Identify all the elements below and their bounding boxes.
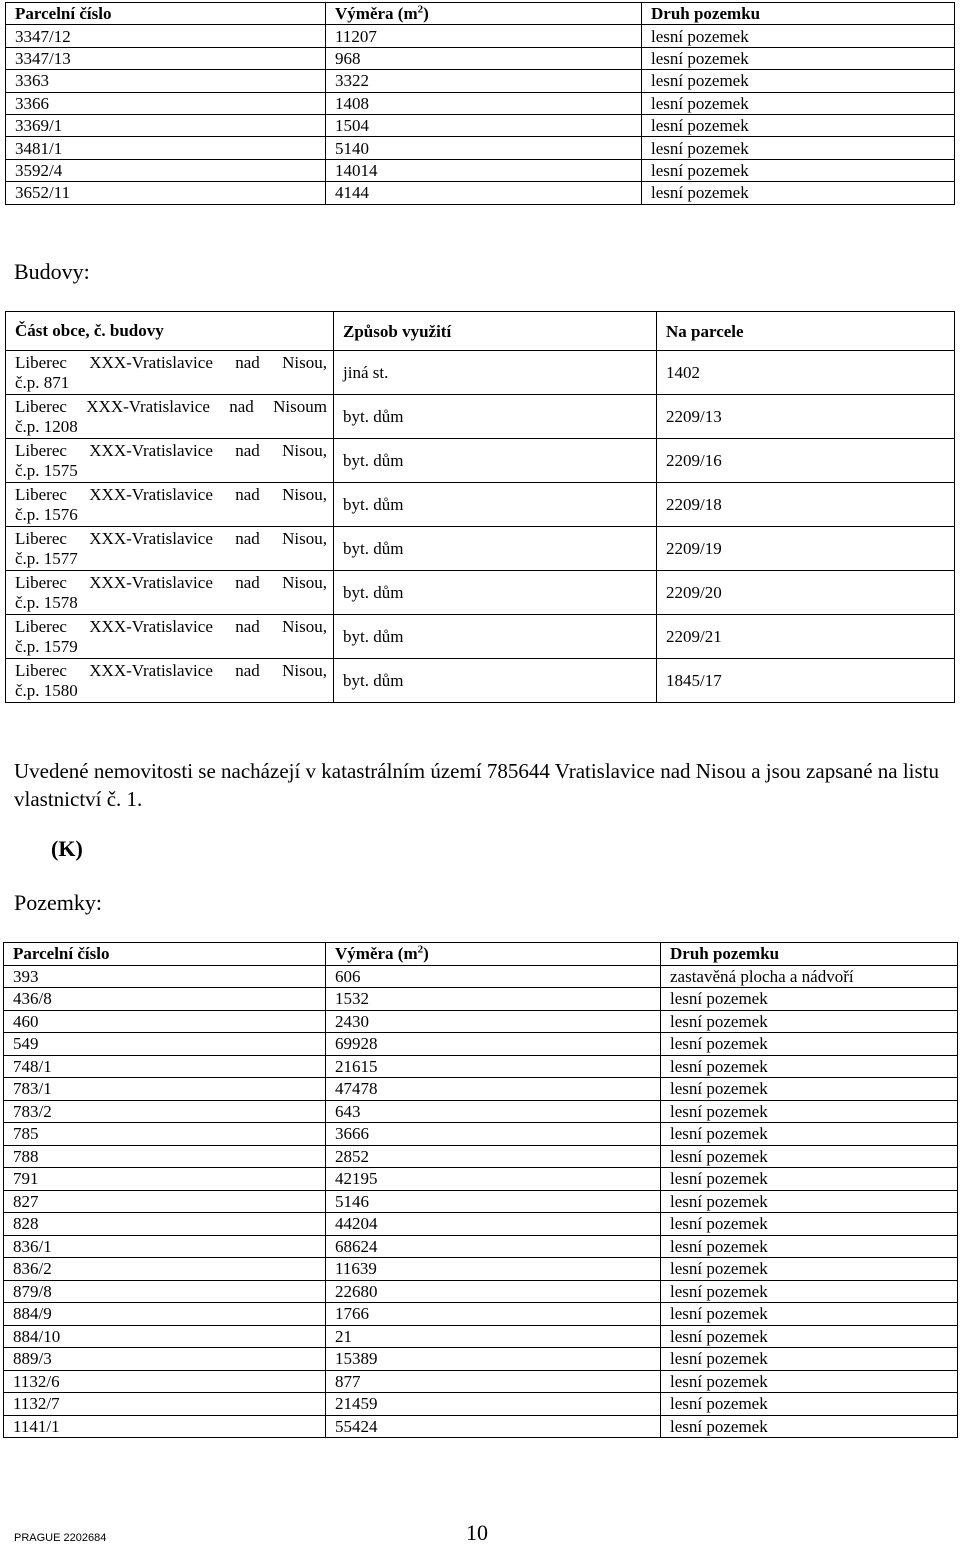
section-heading-buildings: Budovy:: [14, 259, 90, 284]
land-type-cell: lesní pozemek: [661, 1033, 958, 1056]
parcel-number-cell: 3592/4: [6, 159, 326, 181]
parcel-number-cell: 884/9: [4, 1303, 326, 1326]
land-type-cell: lesní pozemek: [661, 1213, 958, 1236]
table-row: [4, 1370, 958, 1393]
parcels-table-2: [3, 942, 958, 1438]
building-number: č.p. 1576: [15, 504, 78, 524]
on-parcel-cell: 2209/19: [657, 527, 955, 571]
document-id: PRAGUE 2202684: [14, 1532, 107, 1544]
land-type-cell: lesní pozemek: [661, 1010, 958, 1033]
land-type-cell: lesní pozemek: [642, 159, 955, 181]
land-type-cell: lesní pozemek: [661, 1168, 958, 1191]
building-location: Liberec XXX-Vratislavice nad Nisou,: [15, 484, 327, 504]
table-header-row: [6, 312, 955, 351]
table-row: [6, 137, 955, 159]
table-row: [4, 1168, 958, 1191]
land-type-cell: lesní pozemek: [661, 988, 958, 1011]
area-cell: 1766: [326, 1303, 661, 1326]
parcel-number-cell: 3366: [6, 92, 326, 114]
land-type-cell: lesní pozemek: [661, 1348, 958, 1371]
land-type-cell: lesní pozemek: [642, 114, 955, 136]
section-mark: (K): [51, 836, 83, 861]
table-row: [4, 1078, 958, 1101]
table-row: [6, 25, 955, 47]
area-cell: 15389: [326, 1348, 661, 1371]
col-header-parcel-number: Parcelní číslo: [6, 3, 326, 25]
parcels-table-1: [5, 2, 955, 205]
parcel-number-cell: 836/2: [4, 1258, 326, 1281]
land-type-cell: lesní pozemek: [661, 1145, 958, 1168]
building-cell: [6, 571, 334, 615]
usage-cell: jiná st.: [334, 351, 657, 395]
land-type-cell: lesní pozemek: [661, 1190, 958, 1213]
parcel-number-cell: 783/1: [4, 1078, 326, 1101]
building-cell: [6, 439, 334, 483]
parcel-number-cell: 1132/7: [4, 1393, 326, 1416]
area-cell: 21459: [326, 1393, 661, 1416]
table-row: [6, 659, 955, 703]
land-type-cell: lesní pozemek: [661, 1123, 958, 1146]
area-cell: 4144: [326, 182, 642, 204]
building-cell: [6, 395, 334, 439]
table-row: [6, 439, 955, 483]
table-row: [4, 988, 958, 1011]
building-location: Liberec XXX-Vratislavice nad Nisou,: [15, 660, 327, 680]
page-number: 10: [466, 1520, 488, 1545]
area-cell: 2852: [326, 1145, 661, 1168]
parcel-number-cell: 889/3: [4, 1348, 326, 1371]
on-parcel-cell: 1402: [657, 351, 955, 395]
table-row: [4, 1190, 958, 1213]
area-cell: 877: [326, 1370, 661, 1393]
table-row: [6, 92, 955, 114]
col-header-parcel-number: Parcelní číslo: [4, 943, 326, 966]
building-cell: [6, 527, 334, 571]
building-cell: [6, 615, 334, 659]
parcel-number-cell: 1141/1: [4, 1415, 326, 1438]
parcel-number-cell: 436/8: [4, 988, 326, 1011]
table-row: [4, 1033, 958, 1056]
table-row: [4, 1258, 958, 1281]
table-row: [4, 1325, 958, 1348]
usage-cell: byt. dům: [334, 483, 657, 527]
section-heading-land: Pozemky:: [14, 890, 102, 915]
on-parcel-cell: 2209/13: [657, 395, 955, 439]
parcel-number-cell: 3347/13: [6, 47, 326, 69]
parcel-number-cell: 3652/11: [6, 182, 326, 204]
area-cell: 3322: [326, 70, 642, 92]
land-type-cell: lesní pozemek: [642, 25, 955, 47]
land-type-cell: lesní pozemek: [661, 1280, 958, 1303]
table-row: [6, 351, 955, 395]
usage-cell: byt. dům: [334, 527, 657, 571]
building-cell: [6, 659, 334, 703]
table-row: [4, 1348, 958, 1371]
ownership-note: Uvedené nemovitosti se nacházejí v katastrálním území 785644 Vratislavice nad Nisou a jsou zapsané na listu vlastnictví č. 1.: [14, 759, 940, 811]
area-cell: 47478: [326, 1078, 661, 1101]
col-header-land-type: Druh pozemku: [642, 3, 955, 25]
building-location: Liberec XXX-Vratislavice nad Nisoum: [15, 396, 327, 416]
area-cell: 42195: [326, 1168, 661, 1191]
table-row: [6, 182, 955, 204]
building-location: Liberec XXX-Vratislavice nad Nisou,: [15, 616, 327, 636]
land-type-cell: lesní pozemek: [661, 1303, 958, 1326]
col-header-usage: Způsob využití: [334, 312, 657, 351]
land-type-cell: lesní pozemek: [661, 1415, 958, 1438]
table-row: [6, 70, 955, 92]
usage-cell: byt. dům: [334, 439, 657, 483]
land-type-cell: lesní pozemek: [661, 1235, 958, 1258]
parcel-number-cell: 791: [4, 1168, 326, 1191]
building-number: č.p. 1580: [15, 680, 78, 700]
table-row: [4, 1055, 958, 1078]
land-type-cell: lesní pozemek: [661, 1100, 958, 1123]
col-header-area: Výměra $(m^2)$: [326, 3, 642, 25]
building-location: Liberec XXX-Vratislavice nad Nisou,: [15, 572, 327, 592]
table-row: [4, 1213, 958, 1236]
land-type-cell: lesní pozemek: [642, 92, 955, 114]
table-row: [6, 159, 955, 181]
area-cell: 643: [326, 1100, 661, 1123]
building-number: č.p. 1579: [15, 636, 78, 656]
area-cell: 1532: [326, 988, 661, 1011]
table-row: [6, 615, 955, 659]
building-cell: [6, 351, 334, 395]
table-row: [4, 1145, 958, 1168]
on-parcel-cell: 2209/21: [657, 615, 955, 659]
parcel-number-cell: 3481/1: [6, 137, 326, 159]
area-cell: 11639: [326, 1258, 661, 1281]
parcel-number-cell: 788: [4, 1145, 326, 1168]
col-header-land-type: Druh pozemku: [661, 943, 958, 966]
parcel-number-cell: 460: [4, 1010, 326, 1033]
building-number: č.p. 1575: [15, 460, 78, 480]
area-cell: 5146: [326, 1190, 661, 1213]
building-location: Liberec XXX-Vratislavice nad Nisou,: [15, 528, 327, 548]
building-cell: [6, 483, 334, 527]
parcel-number-cell: 836/1: [4, 1235, 326, 1258]
col-header-on-parcel: Na parcele: [657, 312, 955, 351]
land-type-cell: lesní pozemek: [642, 47, 955, 69]
area-cell: 55424: [326, 1415, 661, 1438]
on-parcel-cell: 1845/17: [657, 659, 955, 703]
parcel-number-cell: 828: [4, 1213, 326, 1236]
parcel-number-cell: 879/8: [4, 1280, 326, 1303]
table-row: [4, 1415, 958, 1438]
table-row: [6, 47, 955, 69]
table-row: [4, 965, 958, 988]
parcel-number-cell: 785: [4, 1123, 326, 1146]
on-parcel-cell: 2209/18: [657, 483, 955, 527]
parcel-number-cell: 549: [4, 1033, 326, 1056]
building-number: č.p. 1578: [15, 592, 78, 612]
building-number: č.p. 871: [15, 372, 70, 392]
land-type-cell: lesní pozemek: [642, 182, 955, 204]
parcel-number-cell: 3347/12: [6, 25, 326, 47]
table-header-row: [4, 943, 958, 966]
table-row: [4, 1393, 958, 1416]
table-row: [4, 1010, 958, 1033]
area-cell: 1504: [326, 114, 642, 136]
land-type-cell: zastavěná plocha a nádvoří: [661, 965, 958, 988]
parcel-number-cell: 1132/6: [4, 1370, 326, 1393]
table-row: [4, 1235, 958, 1258]
parcel-number-cell: 748/1: [4, 1055, 326, 1078]
land-type-cell: lesní pozemek: [661, 1055, 958, 1078]
area-cell: 968: [326, 47, 642, 69]
land-type-cell: lesní pozemek: [661, 1370, 958, 1393]
table-row: [4, 1303, 958, 1326]
area-cell: 68624: [326, 1235, 661, 1258]
land-type-cell: lesní pozemek: [661, 1393, 958, 1416]
area-cell: 606: [326, 965, 661, 988]
buildings-table: [5, 311, 955, 703]
parcel-number-cell: 783/2: [4, 1100, 326, 1123]
table-row: [6, 527, 955, 571]
table-row: [6, 571, 955, 615]
area-cell: 3666: [326, 1123, 661, 1146]
area-cell: 1408: [326, 92, 642, 114]
parcel-number-cell: 3369/1: [6, 114, 326, 136]
usage-cell: byt. dům: [334, 615, 657, 659]
usage-cell: byt. dům: [334, 571, 657, 615]
area-cell: 5140: [326, 137, 642, 159]
parcel-number-cell: 827: [4, 1190, 326, 1213]
area-cell: 22680: [326, 1280, 661, 1303]
usage-cell: byt. dům: [334, 395, 657, 439]
usage-cell: byt. dům: [334, 659, 657, 703]
area-cell: 21: [326, 1325, 661, 1348]
parcel-number-cell: 3363: [6, 70, 326, 92]
col-header-area: Výměra $(m^2)$: [326, 943, 661, 966]
table-row: [4, 1123, 958, 1146]
land-type-cell: lesní pozemek: [661, 1258, 958, 1281]
area-cell: 21615: [326, 1055, 661, 1078]
on-parcel-cell: 2209/20: [657, 571, 955, 615]
table-row: [6, 395, 955, 439]
table-row: [6, 114, 955, 136]
area-cell: 2430: [326, 1010, 661, 1033]
area-cell: 11207: [326, 25, 642, 47]
parcel-number-cell: 393: [4, 965, 326, 988]
col-header-building: Část obce, č. budovy: [6, 312, 334, 351]
area-cell: 44204: [326, 1213, 661, 1236]
table-row: [4, 1280, 958, 1303]
parcel-number-cell: 884/10: [4, 1325, 326, 1348]
on-parcel-cell: 2209/16: [657, 439, 955, 483]
building-number: č.p. 1208: [15, 416, 78, 436]
table-header-row: [6, 3, 955, 25]
building-number: č.p. 1577: [15, 548, 78, 568]
land-type-cell: lesní pozemek: [642, 137, 955, 159]
table-row: [4, 1100, 958, 1123]
land-type-cell: lesní pozemek: [661, 1078, 958, 1101]
area-cell: 69928: [326, 1033, 661, 1056]
building-location: Liberec XXX-Vratislavice nad Nisou,: [15, 440, 327, 460]
land-type-cell: lesní pozemek: [642, 70, 955, 92]
table-row: [6, 483, 955, 527]
area-cell: 14014: [326, 159, 642, 181]
land-type-cell: lesní pozemek: [661, 1325, 958, 1348]
building-location: Liberec XXX-Vratislavice nad Nisou,: [15, 352, 327, 372]
